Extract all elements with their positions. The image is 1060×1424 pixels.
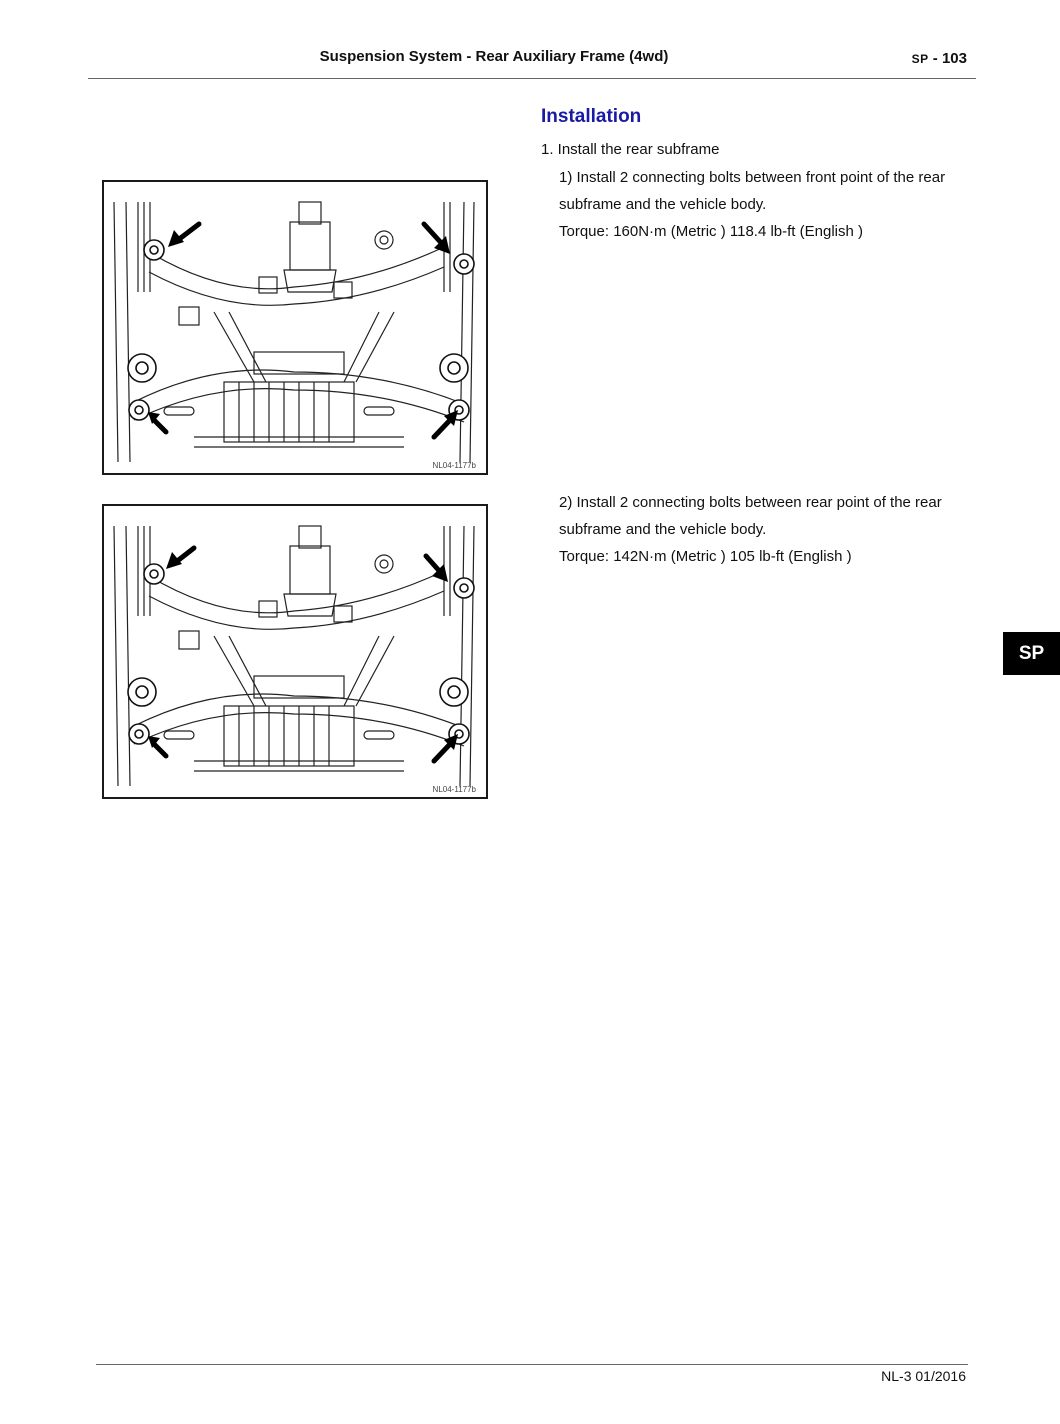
section-code: SP [911, 52, 929, 66]
step-sub2-line2: subframe and the vehicle body. [559, 521, 767, 538]
step-sub1 [559, 164, 969, 245]
rear-subframe-diagram-icon [104, 182, 486, 473]
page-number [912, 50, 967, 67]
footer-text: NL-3 01/2016 [881, 1368, 966, 1384]
step-sub2-line1: 2) Install 2 connecting bolts between rear point of the rear [559, 494, 942, 511]
page-separator: - [932, 50, 938, 67]
step-sub1-line1: 1) Install 2 connecting bolts between front point of the rear [559, 169, 946, 186]
step-sub1-torque: Torque: 160N·m (Metric ) 118.4 lb-ft (English ) [559, 223, 863, 240]
section-tab: SP [1003, 632, 1060, 675]
figure-label: NL04-1177b [432, 461, 476, 470]
figure-front-bolts [102, 180, 488, 475]
rear-subframe-diagram-icon [104, 506, 486, 797]
step-sub2-torque: Torque: 142N·m (Metric ) 105 lb-ft (English ) [559, 548, 852, 565]
step-sub1-line2: subframe and the vehicle body. [559, 196, 767, 213]
figure-label: NL04-1177b [432, 785, 476, 794]
step-main: 1. Install the rear subframe [541, 141, 720, 158]
page-header-title: Suspension System - Rear Auxiliary Frame (4wd) [319, 48, 669, 65]
page-number-value: 103 [941, 50, 967, 67]
header-divider [88, 78, 976, 79]
section-heading: Installation [541, 106, 642, 127]
figure-rear-bolts [102, 504, 488, 799]
footer-divider [96, 1364, 968, 1365]
step-sub2 [559, 489, 969, 570]
